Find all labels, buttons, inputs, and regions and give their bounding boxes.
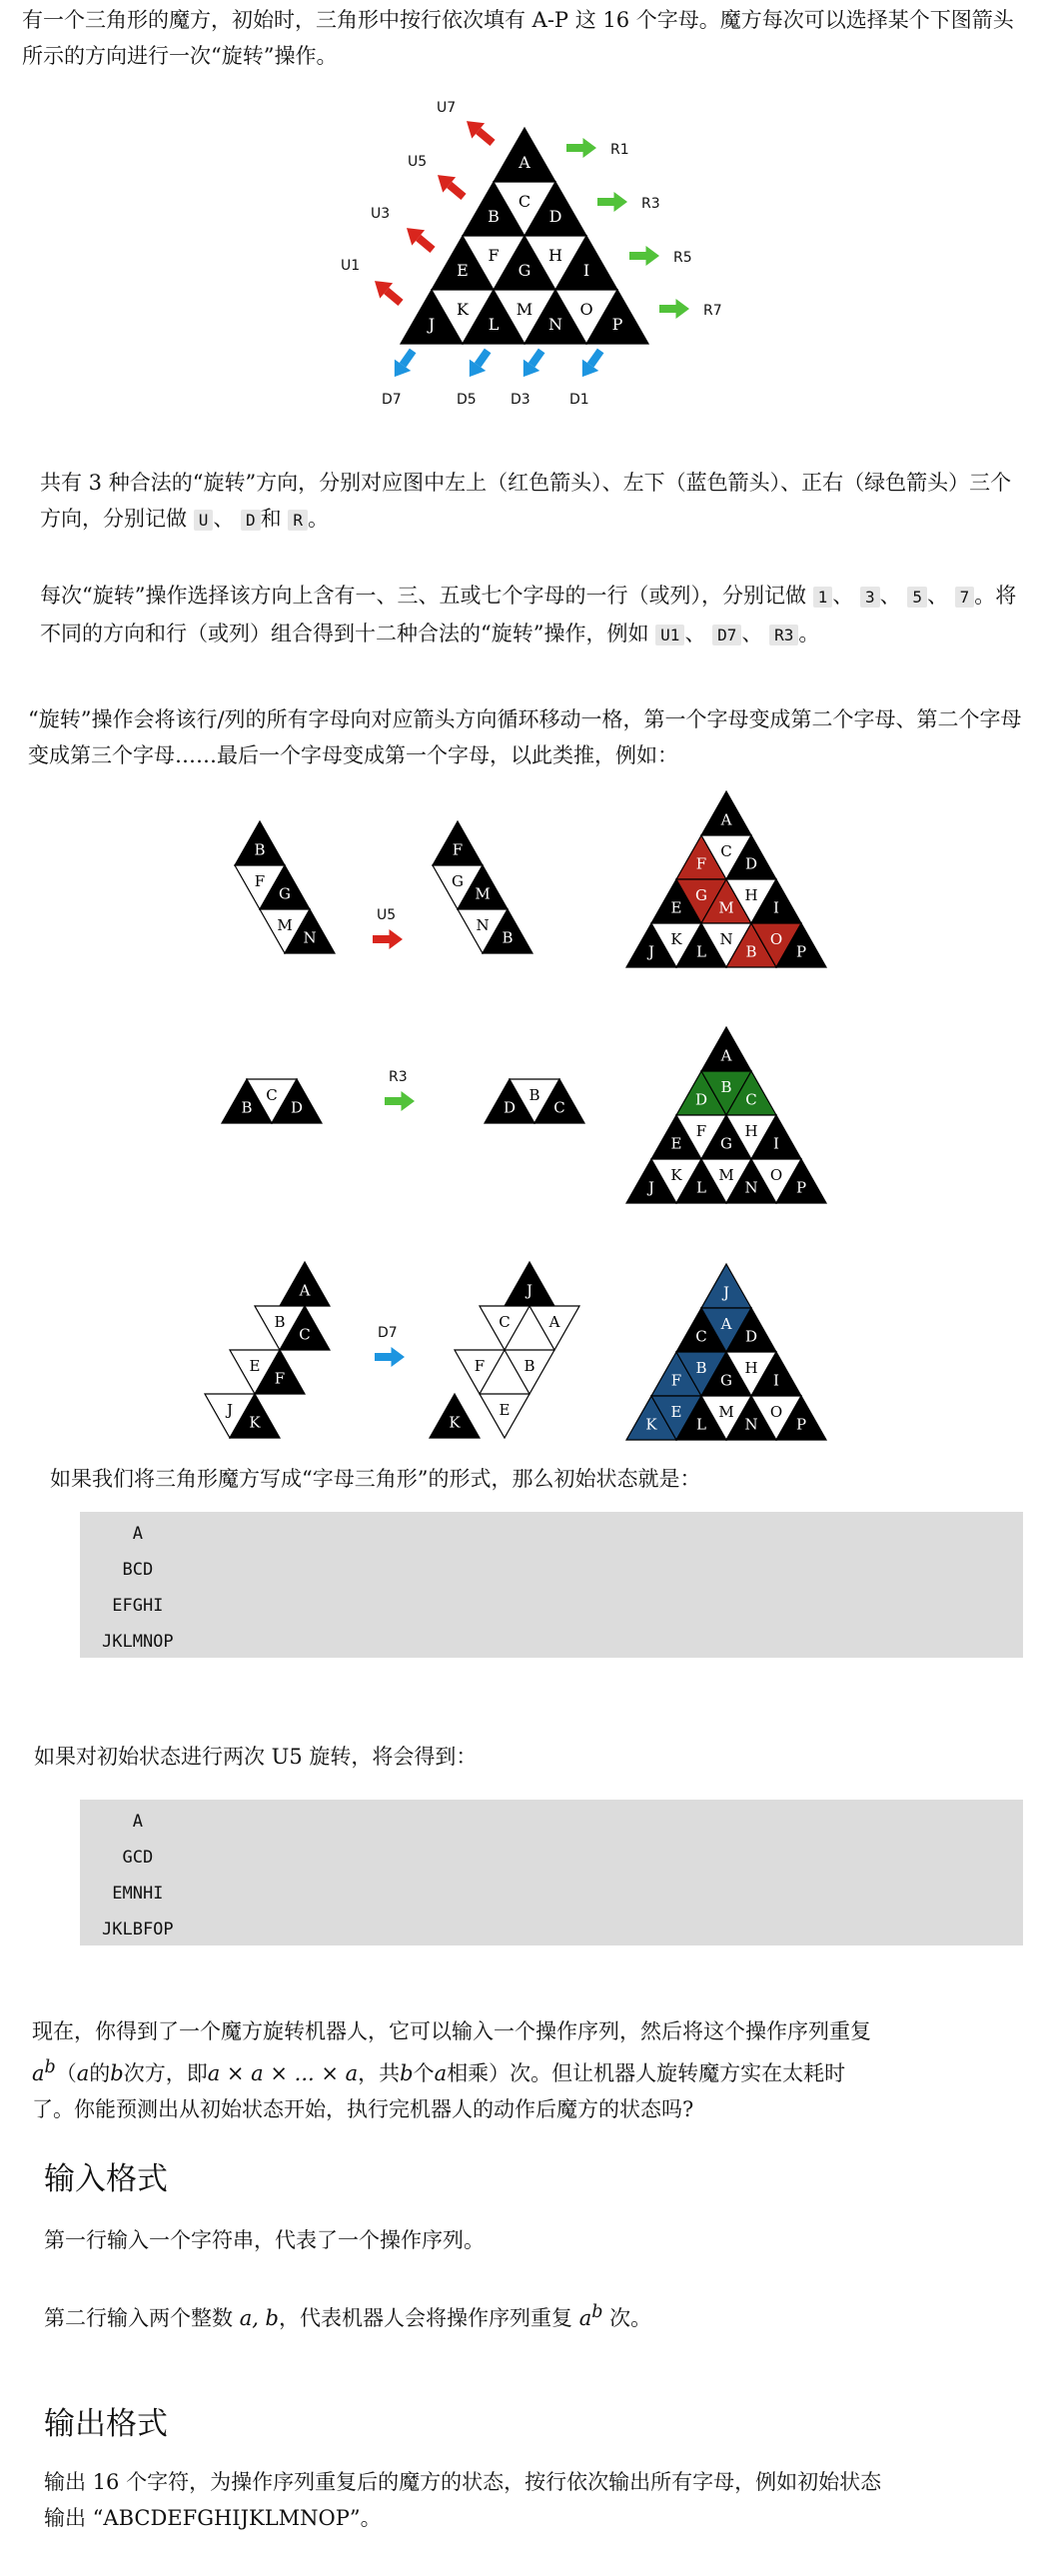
down-arrow-label: D1 <box>569 392 589 408</box>
u5-result-letter: I <box>773 898 779 917</box>
main-letter: N <box>548 315 562 335</box>
down-arrow-icon <box>574 345 609 383</box>
d7-result-letter: O <box>769 1403 783 1422</box>
r3-before-letter: D <box>290 1098 304 1117</box>
d7-before-letter: B <box>274 1313 286 1332</box>
d7-before-letter: K <box>249 1413 261 1432</box>
r3-after-letter: C <box>553 1098 565 1117</box>
u5-result-letter: M <box>718 898 734 917</box>
u5-label: U5 <box>377 907 397 923</box>
output-line-2: 输出 “ABCDEFGHIJKLMNOP”。 <box>44 2506 382 2530</box>
r3-result-letter: K <box>670 1166 682 1185</box>
initial-state-box: A BCD EFGHI JKLMNOP <box>80 1512 1023 1658</box>
u5-result-letter: N <box>719 930 733 949</box>
u5-result-letter: J <box>647 942 655 961</box>
u5-result-letter: F <box>695 854 707 873</box>
d7-result-letter: F <box>670 1371 682 1390</box>
examples-figure <box>0 789 1048 1454</box>
d7-label: D7 <box>378 1325 398 1341</box>
d7-after-letter: C <box>499 1313 511 1332</box>
code-7: 7 <box>955 587 975 608</box>
u5-after-letter: F <box>452 840 464 859</box>
d7-result-letter: I <box>773 1371 779 1390</box>
main-letter: K <box>457 300 469 320</box>
code-r3: R3 <box>769 625 798 645</box>
down-arrow-label: D3 <box>511 392 530 408</box>
d7-result-letter: A <box>720 1315 732 1334</box>
down-arrow-label: D7 <box>382 392 402 408</box>
u5-result-letter: K <box>670 930 682 949</box>
r3-result-letter: H <box>744 1122 758 1141</box>
main-letter: P <box>611 315 623 335</box>
u5-before-letter: N <box>303 928 317 947</box>
r3-before-letter: B <box>241 1098 253 1117</box>
up-arrow-icon <box>461 113 500 150</box>
u5-before-letter: G <box>279 884 291 903</box>
r3-arrow-icon <box>385 1091 415 1111</box>
main-letter: G <box>518 261 531 281</box>
u5-twice-paragraph: 如果对初始状态进行两次 U5 旋转，将会得到： <box>34 1745 478 1769</box>
d7-result-letter: D <box>744 1327 758 1346</box>
d7-result-letter: N <box>744 1415 758 1434</box>
d7-result-letter: C <box>695 1327 707 1346</box>
robot-paragraph: 现在，你得到了一个魔方旋转机器人，它可以输入一个操作序列，然后将这个操作序列重复 $a^b(a$的b次方，即a × a × ... × a，共b个a相乘）次。但让机器人旋转魔方实在太耗时 了。你能预测出从初始状态开始，执行完机器人的动作后魔方的状态吗? <box>32 2019 871 2121</box>
main-letter: L <box>488 315 500 335</box>
up-arrow-label: U1 <box>341 258 361 274</box>
r3-result-letter: C <box>745 1090 757 1109</box>
d7-result-letter: P <box>795 1415 807 1434</box>
up-arrow-icon <box>369 273 408 310</box>
u5-after-letter: B <box>502 928 514 947</box>
rotation-paragraph: “旋转”操作会将该行/列的所有字母向对应箭头方向循环移动一格，第一个字母变成第二个字母、第二个字母变成第三个字母……最后一个字母变成第一个字母，以此类推，例如： <box>28 707 1022 767</box>
d7-result-letter: H <box>744 1359 758 1378</box>
right-arrow-icon <box>629 246 659 266</box>
r3-result-letter: J <box>647 1178 655 1197</box>
main-letter: I <box>582 261 590 281</box>
u5-after-letter: G <box>452 872 464 891</box>
u5-after-letter: M <box>475 884 491 903</box>
right-arrow-icon <box>566 138 596 158</box>
r3-result-letter: I <box>773 1134 779 1153</box>
u5-before-letter: M <box>277 916 293 935</box>
intro-paragraph: 有一个三角形的魔方，初始时，三角形中按行依次填有 A-P 这 16 个字母。魔方每次可以选择某个下图箭头所示的方向进行一次“旋转”操作。 <box>22 8 1014 68</box>
up-arrow-icon <box>401 220 440 257</box>
up-arrow-label: U5 <box>408 154 428 170</box>
directions-paragraph: 共有 3 种合法的“旋转”方向，分别对应图中左上（红色箭头）、左下（蓝色箭头）、正右（绿色箭头）三个方向，分别记做 U 、 D 和 R 。 <box>40 471 1012 531</box>
r3-after-letter: B <box>528 1086 540 1105</box>
up-arrow-label: U7 <box>437 100 457 116</box>
right-arrow-icon <box>597 192 627 212</box>
code-u: U <box>194 510 214 531</box>
rows-paragraph: 每次“旋转”操作选择该方向上含有一、三、五或七个字母的一行（或列），分别记做 1 、 3 、 5 、 7 。将不同的方向和行（或列）组合得到十二种合法的“旋转”操作，例如 U1 、 D7 、 R3 。 <box>40 584 1017 645</box>
d7-arrow-icon <box>375 1347 405 1367</box>
d7-result-letter: K <box>645 1415 657 1434</box>
right-arrow-label: R1 <box>610 142 629 158</box>
right-arrow-label: R7 <box>703 303 722 319</box>
u5-after-letter: N <box>476 916 490 935</box>
d7-result-letter: L <box>696 1415 706 1434</box>
u5-result-letter: A <box>720 810 732 829</box>
r3-result-letter: O <box>769 1166 783 1185</box>
main-letter: A <box>519 153 530 173</box>
u5-result-letter: L <box>696 942 706 961</box>
d7-after-letter: A <box>548 1313 560 1332</box>
input-line-2: 第二行输入两个整数 a, b，代表机器人会将操作序列重复 $a^b$ 次。 <box>44 2302 652 2330</box>
u5-result-letter: P <box>795 942 807 961</box>
d7-result-letter: J <box>722 1283 730 1302</box>
input-format-heading: 输入格式 <box>44 2161 168 2197</box>
down-arrow-icon <box>387 345 422 383</box>
d7-result-letter: E <box>670 1403 682 1422</box>
d7-result-letter: M <box>718 1403 734 1422</box>
down-arrow-icon <box>516 345 550 383</box>
u5-before-letter: B <box>254 840 266 859</box>
d7-after-letter: J <box>525 1281 533 1300</box>
up-arrow-icon <box>432 167 471 204</box>
right-arrow-label: R3 <box>641 196 660 212</box>
code-r: R <box>288 510 308 531</box>
code-u1: U1 <box>655 625 684 645</box>
r3-result-letter: G <box>720 1134 732 1153</box>
r3-result-letter: E <box>670 1134 682 1153</box>
d7-after-letter: E <box>499 1401 511 1420</box>
after-u5-box: A GCD EMNHI JKLBFOP <box>80 1800 1023 1945</box>
r3-result-letter: A <box>720 1046 732 1065</box>
u5-result-letter: E <box>670 898 682 917</box>
d7-before-letter: F <box>274 1369 286 1388</box>
d7-before-letter: J <box>226 1401 234 1420</box>
down-arrow-icon <box>462 345 497 383</box>
r3-label: R3 <box>389 1069 408 1085</box>
main-letter: J <box>428 315 436 335</box>
r3-result-letter: F <box>695 1122 707 1141</box>
r3-result-letter: M <box>718 1166 734 1185</box>
r3-result-letter: L <box>696 1178 706 1197</box>
d7-before-letter: A <box>299 1281 311 1300</box>
u5-result-letter: H <box>744 886 758 905</box>
r3-result-letter: N <box>744 1178 758 1197</box>
input-line-1: 第一行输入一个字符串，代表了一个操作序列。 <box>44 2228 485 2252</box>
d7-before-letter: C <box>299 1325 311 1344</box>
d7-result-letter: B <box>695 1359 707 1378</box>
letter-triangle-paragraph: 如果我们将三角形魔方写成“字母三角形”的形式，那么初始状态就是： <box>50 1467 701 1491</box>
output-line-1: 输出 16 个字符，为操作序列重复后的魔方的状态，按行依次输出所有字母，例如初始状态 <box>44 2470 882 2494</box>
d7-before-letter: E <box>249 1357 261 1376</box>
r3-after-letter: D <box>503 1098 517 1117</box>
d7-after-letter: F <box>474 1357 486 1376</box>
down-arrow-label: D5 <box>457 392 477 408</box>
u5-result-letter: O <box>769 930 783 949</box>
code-3: 3 <box>860 587 880 608</box>
r3-before-letter: C <box>266 1086 278 1105</box>
code-d7: D7 <box>712 625 741 645</box>
main-letter: H <box>548 246 562 266</box>
code-d: D <box>241 510 261 531</box>
u5-arrow-icon <box>373 929 403 949</box>
right-arrow-icon <box>659 299 689 319</box>
u5-before-letter: F <box>254 872 266 891</box>
triangle-figure <box>0 90 1048 520</box>
main-letter: M <box>516 300 533 320</box>
main-letter: B <box>488 207 500 227</box>
r3-result-letter: D <box>694 1090 708 1109</box>
main-letter: C <box>518 192 531 212</box>
d7-after-letter: K <box>449 1413 461 1432</box>
d7-result-letter: G <box>720 1371 732 1390</box>
main-letter: D <box>548 207 562 227</box>
main-letter: F <box>488 246 500 266</box>
r3-result-letter: P <box>795 1178 807 1197</box>
r3-result-letter: B <box>720 1078 732 1097</box>
main-letter: E <box>457 261 469 281</box>
main-letter: O <box>579 300 593 320</box>
u5-result-letter: C <box>720 842 732 861</box>
right-arrow-label: R5 <box>673 250 692 266</box>
up-arrow-label: U3 <box>371 206 391 222</box>
code-5: 5 <box>907 587 927 608</box>
d7-after-letter: B <box>524 1357 535 1376</box>
output-format-heading: 输出格式 <box>44 2406 168 2442</box>
u5-result-letter: G <box>695 886 707 905</box>
u5-result-letter: D <box>744 854 758 873</box>
u5-result-letter: B <box>745 942 757 961</box>
code-1: 1 <box>813 587 833 608</box>
